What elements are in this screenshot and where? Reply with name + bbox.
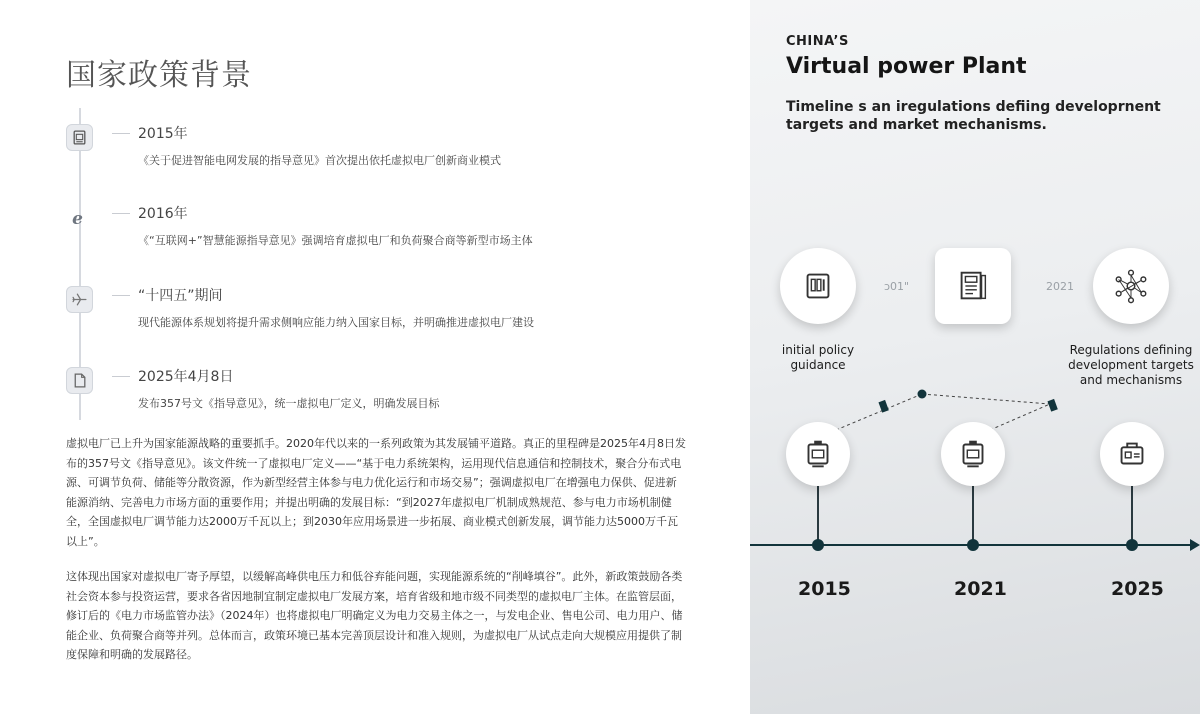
stage-label-regulations: Regulations defining development targets and mechanisms <box>1068 343 1194 387</box>
gap-label-2: 2021 <box>1046 280 1074 293</box>
document-scan-icon <box>66 124 93 151</box>
trend-point <box>918 390 927 399</box>
timeline-description: 发布357号文《指导意见》，统一虚拟电厂定义，明确发展目标 <box>138 397 440 410</box>
stem-2021 <box>972 480 974 545</box>
timeline-year: 2015年 <box>138 126 188 142</box>
timeline-description: 《关于促进智能电网发展的指导意见》首次提出依托虚拟电厂创新商业模式 <box>138 154 501 167</box>
milestone-circle-2025 <box>1100 422 1164 486</box>
dashed-trend-line-1 <box>836 394 922 430</box>
stem-2025 <box>1131 480 1133 545</box>
stage-label-initial: initial policy guidance <box>781 343 855 372</box>
stem-2015 <box>817 480 819 545</box>
axis-dot-2025 <box>1126 539 1138 551</box>
internet-explorer-icon <box>66 204 93 231</box>
dashed-trend-line-3 <box>990 404 1050 430</box>
trend-marker-1 <box>878 400 888 413</box>
cabinet-icon <box>799 267 837 305</box>
graphic-title: Virtual power Plant <box>786 54 1027 79</box>
dashed-trend-line-2 <box>922 394 1050 404</box>
device-icon <box>799 435 837 473</box>
timeline-description: 《“互联网+”智慧能源指导意见》强调培育虚拟电厂和负荷聚合商等新型市场主体 <box>138 234 533 247</box>
axis-year-2025: 2025 <box>1111 578 1164 600</box>
timeline-year: “十四五”期间 <box>138 288 223 304</box>
gap-label-1: ɔ01" <box>884 280 910 293</box>
file-icon <box>66 367 93 394</box>
axis-year-2021: 2021 <box>954 578 1007 600</box>
timeline-connector <box>112 376 130 377</box>
timeline-connector <box>112 213 130 214</box>
network-icon <box>1112 267 1150 305</box>
documents-icon <box>954 267 992 305</box>
device-icon <box>954 435 992 473</box>
regulation-document-box <box>935 248 1011 324</box>
axis-dot-2015 <box>812 539 824 551</box>
briefcase-icon <box>1113 435 1151 473</box>
timeline-connector <box>112 295 130 296</box>
body-paragraph-1: 虚拟电厂已上升为国家能源战略的重要抓手。2020年代以来的一系列政策为其发展铺平道路。真正的里程碑是2025年4月8日发布的357号文《指导意见》。该文件统一了虚拟电厂定义——“基于电力系统架构，运用现代信息通信和控制技术，聚合分布式电源、可调节负荷、储能等分散资源，作为新型经营主体参与电力优化运行和市场交易”；强调虚拟电厂在增强电力保供、促进新能源消纳、完善电力市场方面的重要作用；并提出明确的发展目标：“到2027年虚拟电厂机制成熟规范、参与电力市场机制健全，全国虚拟电厂调节能力达2000万千瓦以上；到2030年应用场景进一步拓展、商业模式创新发展，调节能力达5000万千瓦以上”。 <box>66 437 686 548</box>
svg-text:e: e <box>72 209 83 226</box>
milestone-circle-2021 <box>941 422 1005 486</box>
milestone-circle-2015 <box>786 422 850 486</box>
axis-year-2015: 2015 <box>798 578 851 600</box>
graphic-kicker: CHINA’S <box>786 34 849 49</box>
graphic-subtitle: Timeline s an iregulations defiing developrnent targets and market mechanisms. <box>786 99 1161 133</box>
page-title: 国家政策背景 <box>66 58 252 93</box>
timeline-connector <box>112 133 130 134</box>
axis-dot-2021 <box>967 539 979 551</box>
network-circle <box>1093 248 1169 324</box>
airplane-icon <box>66 286 93 313</box>
axis-arrowhead <box>1190 539 1200 551</box>
timeline-description: 现代能源体系规划将提升需求侧响应能力纳入国家目标，并明确推进虚拟电厂建设 <box>138 316 534 329</box>
timeline-year: 2016年 <box>138 206 188 222</box>
timeline-year: 2025年4月8日 <box>138 369 234 385</box>
body-paragraph-2: 这体现出国家对虚拟电厂寄予厚望，以缓解高峰供电压力和低谷弃能问题，实现能源系统的“削峰填谷”。此外，新政策鼓励各类社会资本参与投资运营，要求各省因地制宜制定虚拟电厂发展方案，培育省级和地市级不同类型的虚拟电厂主体。在监管层面，修订后的《电力市场监管办法》（2024年）也将虚拟电厂明确定义为电力交易主体之一，与发电企业、售电公司、电力用户、储能企业、负荷聚合商等并列。总体而言，政策环境已基本完善顶层设计和准入规则，为虚拟电厂从试点走向大规模应用提供了制度保障和明确的发展路径。 <box>66 570 683 661</box>
policy-document-circle <box>780 248 856 324</box>
trend-marker-2 <box>1047 399 1057 412</box>
vpp-timeline-graphic <box>750 0 1200 714</box>
